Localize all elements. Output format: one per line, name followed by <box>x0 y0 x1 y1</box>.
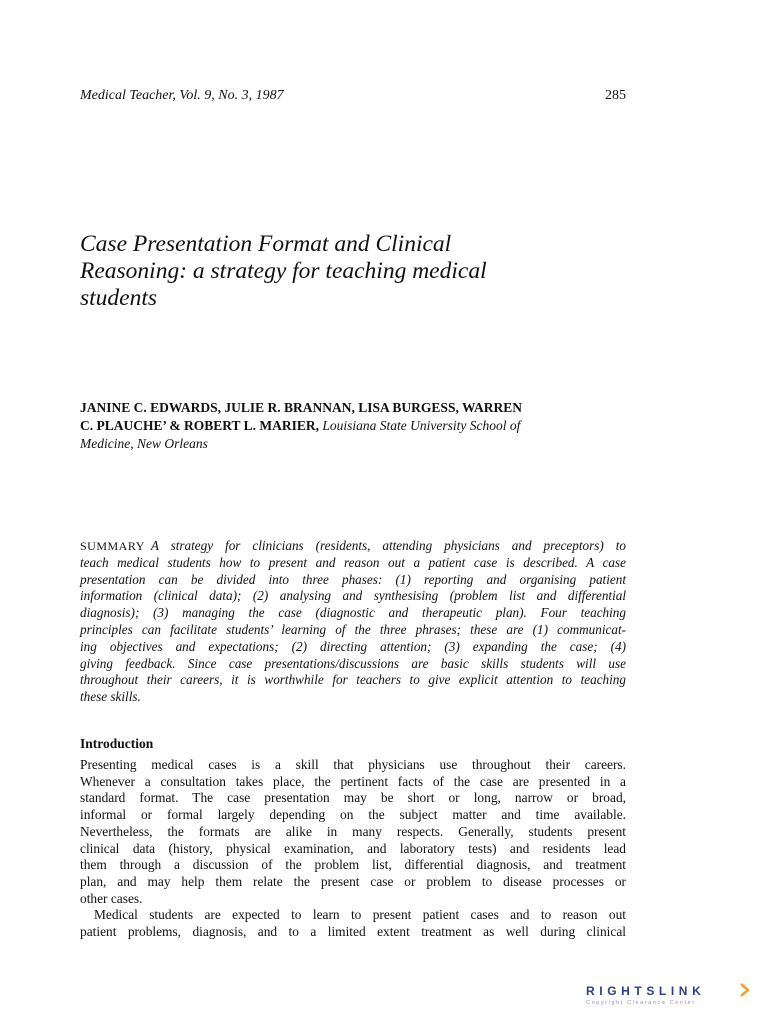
body-line: other cases. <box>80 890 143 906</box>
body-line: Whenever a consultation takes place, the pertinent facts of the case are presented in a <box>80 773 626 789</box>
article-title <box>80 231 640 312</box>
body-line: standard format. The case presentation may be short or long, narrow or broad, <box>80 790 626 806</box>
summary-abstract <box>80 538 626 706</box>
body-line: plan, and may help them relate the present case or problem to disease processes or <box>80 873 626 889</box>
title-line-3: students <box>80 285 158 311</box>
page-number: 285 <box>605 88 626 103</box>
summary-line: giving feedback. Since case presentations/discussions are basic skills students will use <box>80 655 626 671</box>
summary-line: presentation can be divided into three phases: (1) reporting and organising patient <box>80 571 626 587</box>
summary-line: information (clinical data); (2) analysing and synthesising (problem list and differential <box>80 588 626 604</box>
author-line-2: C. PLAUCHE’ & ROBERT L. MARIER, Louisiana State University School of <box>80 418 521 433</box>
summary-line: principles can facilitate students’ learning of the three phrases; these are (1) communicat- <box>80 621 626 637</box>
body-line: Presenting medical cases is a skill that physicians use throughout their careers. <box>80 757 626 772</box>
rightslink-logo-subtext: Copyright Clearance Center <box>586 1000 696 1006</box>
summary-line: SUMMARY A strategy for clinicians (residents, attending physicians and preceptors) to <box>80 538 626 553</box>
author-block <box>80 399 626 453</box>
author-line-1: JANINE C. EDWARDS, JULIE R. BRANNAN, LISA BURGESS, WARREN <box>80 400 522 415</box>
summary-line: teach medical students how to present and reason out a patient case is described. A case <box>80 554 626 570</box>
running-head: Medical Teacher, Vol. 9, No. 3, 1987 <box>80 88 284 103</box>
title-line-1: Case Presentation Format and Clinical <box>80 231 452 257</box>
summary-line: throughout their careers, it is worthwhile for teachers to give explicit attention to teaching <box>80 672 626 688</box>
section-heading-introduction: Introduction <box>80 736 154 751</box>
body-text <box>80 757 626 941</box>
summary-line: these skills. <box>80 689 141 705</box>
rightslink-logo-text: RIGHTSLINK <box>586 984 706 998</box>
body-line: Medical students are expected to learn to present patient cases and to reason out <box>94 907 626 923</box>
rightslink-logo[interactable] <box>584 981 754 1007</box>
body-line: Nevertheless, the formats are alike in many respects. Generally, students present <box>80 823 626 839</box>
author-line-3 <box>80 435 626 453</box>
title-line-2: Reasoning: a strategy for teaching medical <box>80 258 487 284</box>
affiliation-continued: Medicine, New Orleans <box>80 436 208 451</box>
summary-line: diagnosis); (3) managing the case (diagnostic and therapeutic plan). Four teaching <box>80 605 626 621</box>
chevron-right-icon <box>741 984 748 996</box>
summary-label: SUMMARY <box>80 539 145 553</box>
body-line: them through a discussion of the problem list, differential diagnosis, and treatment <box>80 857 626 873</box>
affiliation: Louisiana State University School of <box>319 418 521 433</box>
summary-line: ing objectives and expectations; (2) directing attention; (3) expanding the case; (4) <box>80 638 626 654</box>
body-line: informal or formal largely depending on the subject matter and time available. <box>80 807 626 823</box>
body-line: patient problems, diagnosis, and to a limited extent treatment as well during clinical <box>80 924 626 940</box>
body-line: clinical data (history, physical examination, and laboratory tests) and residents lead <box>80 840 626 856</box>
